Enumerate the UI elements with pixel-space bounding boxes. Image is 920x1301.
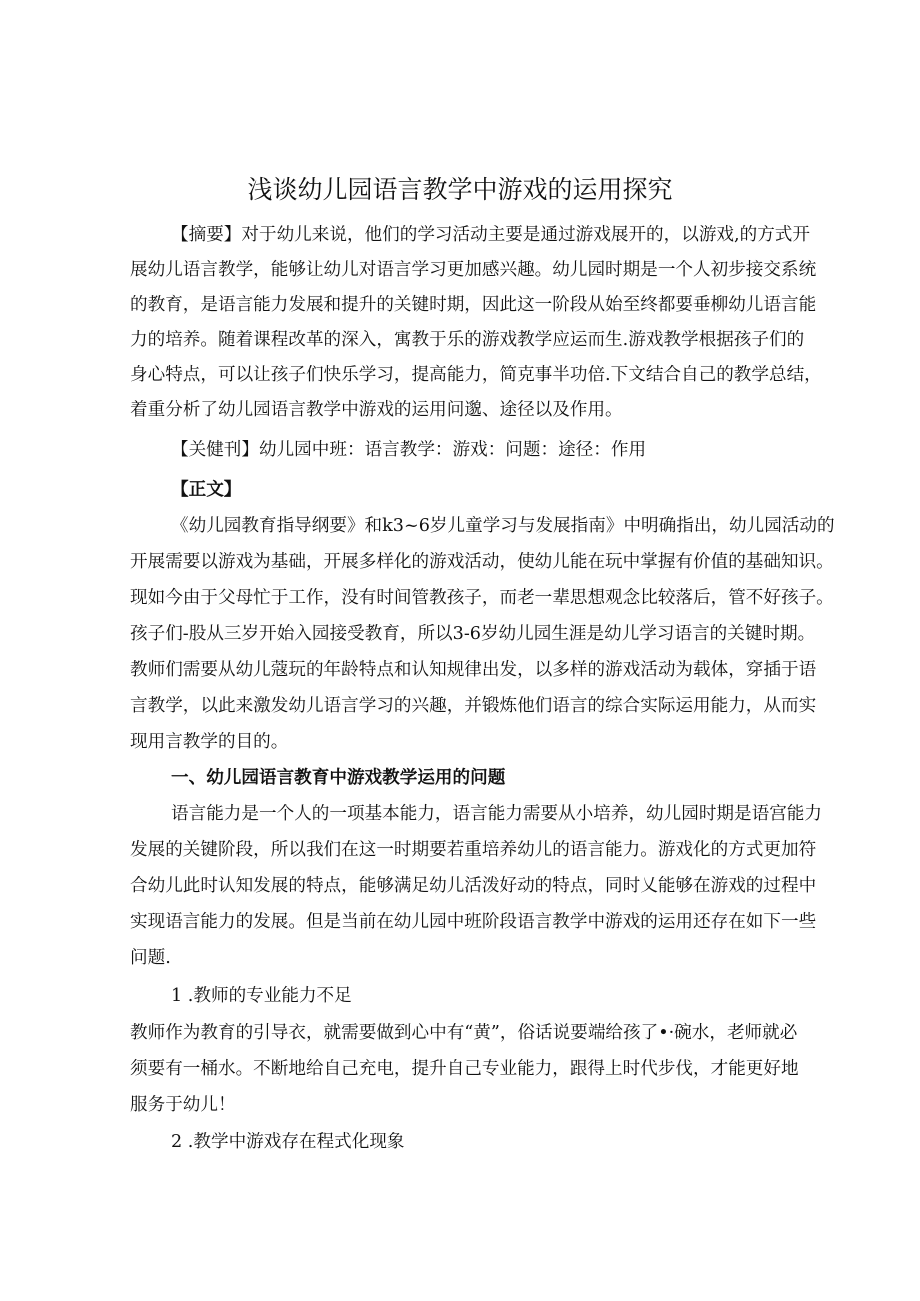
intro-line: 孩子们-股从三岁开始入园接受教育，所以3-6岁幼儿园生涯是幼儿学习语言的关键时期。 (130, 624, 816, 644)
section-line: 实现语言能力的发展。但是当前在幼儿园中班阶段语言教学中游戏的运用还存在如下一些 (130, 912, 817, 932)
subsection-heading: 1 .教师的专业能力不足 (171, 986, 352, 1006)
abstract-line: 展幼儿语言教学，能够让幼儿对语言学习更加感兴趣。幼儿园时期是一个人初步接交系统 (130, 260, 817, 280)
section-heading: 一、幼儿园语言教育中游戏教学运用的问题 (171, 768, 506, 788)
section-line: 语言能力是一个人的一项基本能力，语言能力需要从小培养，幼儿园时期是语宫能力 (171, 804, 822, 824)
section-line: 合幼儿此时认知发展的特点，能够满足幼儿活泼好动的特点，同时乂能够在游戏的过程中 (130, 876, 817, 896)
intro-line: 现如今由于父母忙于工作，没有时间管教孩子，而老一辈思想观念比较落后，管不好孩子。 (130, 588, 834, 608)
intro-line: 现用言教学的目的。 (130, 732, 289, 752)
section-line: 问题. (130, 948, 171, 968)
item-line: 须要有一桶水。不断地给自己充电，提升自己专业能力，跟得上时代步伐，才能更好地 (130, 1059, 799, 1079)
abstract-line: 着重分析了幼儿园语言教学中游戏的运用问邈、途径以及作用。 (130, 400, 623, 420)
abstract-line: 力的培养。随着课程改革的深入，寓教于乐的游戏教学应运而生.游戏教学根据孩子们的 (130, 330, 805, 350)
subsection-heading: 2 .教学中游戏存在程式化现象 (171, 1132, 405, 1152)
abstract-line: 的教育，是语言能力发展和提升的关键时期，因此这一阶段从始至终都要垂柳幼儿语言能 (130, 295, 817, 315)
body-label: 【正文】 (171, 480, 242, 500)
keywords-line: 【关健刊】幼儿园中班：语言教学：游戏：问题：途径：作用 (171, 440, 647, 460)
intro-line: 《幼儿园教育指导纲要》和k3~6岁儿童学习与发展指南》中明确指出，幼儿园活动的 (171, 516, 835, 536)
item-line: 服务于幼儿！ (130, 1095, 236, 1115)
abstract-line: 身心特点，可以让孩子们快乐学习，提高能力，简克事半功倍.下文结合自己的教学总结， (130, 365, 822, 385)
intro-line: 言教学，以此来激发幼儿语言学习的兴趣，并锻炼他们语言的综合实际运用能力，从而实 (130, 696, 817, 716)
intro-line: 开展需要以游戏为基础，开展多样化的游戏活动，使幼儿能在玩中掌握有价值的基础知识。 (130, 552, 834, 572)
section-line: 发展的关键阶段，所以我们在这一时期要若重培养幼儿的语言能力。游戏化的方式更加符 (130, 840, 817, 860)
item-line: 教师作为教育的引导衣，就需要做到心中有“黄”，俗话说要端给孩了•·碗水，老师就必 (130, 1023, 798, 1043)
abstract-line: 【摘要】对于幼儿来说，他们的学习活动主要是通过游戏展开的，以游戏,的方式开 (171, 225, 810, 245)
intro-line: 教师们需要从幼儿蔻玩的年龄特点和认知规律出发，以多样的游戏活动为载体，穿插于语 (130, 660, 817, 680)
document-title: 浅谈幼儿园语言教学中游戏的运用探究 (247, 175, 673, 204)
